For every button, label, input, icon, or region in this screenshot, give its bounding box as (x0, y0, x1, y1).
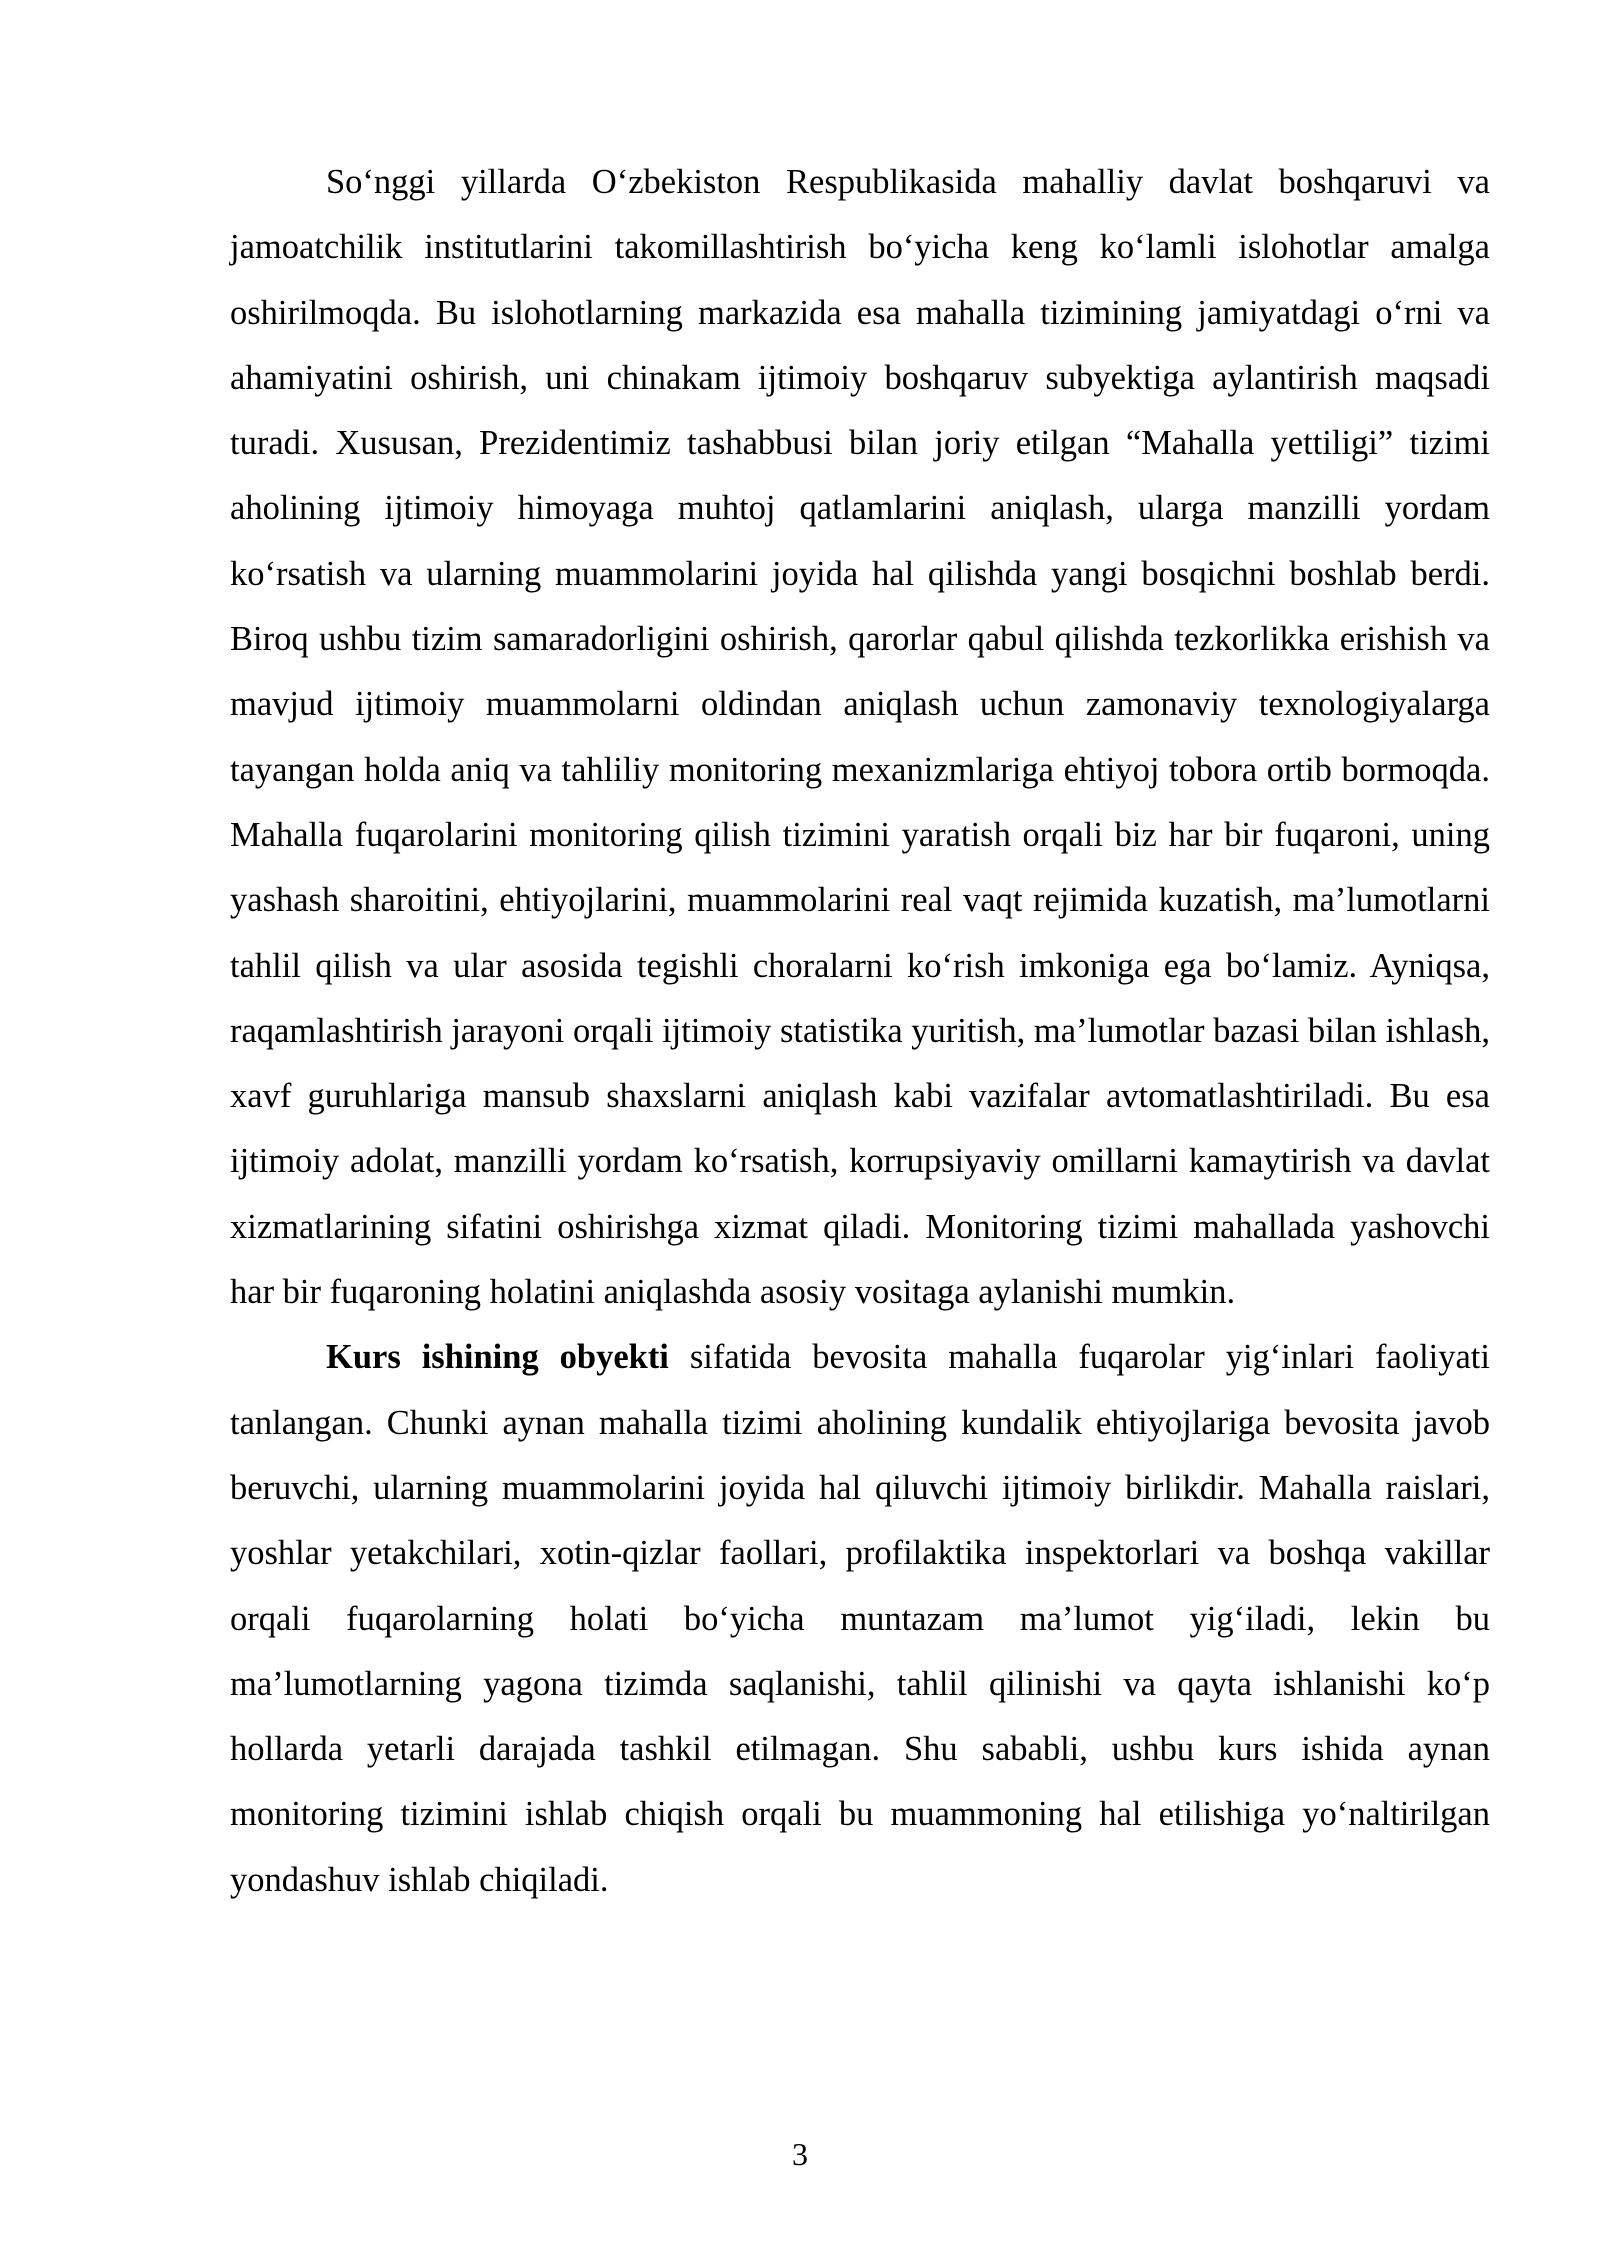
course-object-text: sifatida bevosita mahalla fuqarolar yig‘inlari faoliyati tanlangan. Chunki aynan mahalla tizimi aholining kundalik ehtiyojlariga bevosita javob beruvchi, ularning muammolarini joyida hal qiluvchi ijtimoiy birlikdir. Mahalla raislari, yoshlar yetakchilari, xotin-qizlar faollari, profilaktika inspektorlari va boshqa vakillar orqali fuqarolarning holati bo‘yicha muntazam ma’lumot yig‘iladi, lekin bu ma’lumotlarning yagona tizimda saqlanishi, tahlil qilinishi va qayta ishlanishi ko‘p hollarda yetarli darajada tashkil etilmagan. Shu sababli, ushbu kurs ishida aynan monitoring tizimini ishlab chiqish orqali bu muammoning hal etilishiga yo‘naltirilgan yondashuv ishlab chiqiladi. (230, 1338, 1490, 1899)
body-text (230, 150, 1490, 1913)
paragraph-intro: So‘nggi yillarda O‘zbekiston Respublikasida mahalliy davlat boshqaruvi va jamoatchilik institutlarini takomillashtirish bo‘yicha keng ko‘lamli islohotlar amalga oshirilmoqda. Bu islohotlarning markazida esa mahalla tizimining jamiyatdagi o‘rni va ahamiyatini oshirish, uni chinakam ijtimoiy boshqaruv subyektiga aylantirish maqsadi turadi. Xususan, Prezidentimiz tashabbusi bilan joriy etilgan “Mahalla yettiligi” tizimi aholining ijtimoiy himoyaga muhtoj qatlamlarini aniqlash, ularga manzilli yordam ko‘rsatish va ularning muammolarini joyida hal qilishda yangi bosqichni boshlab berdi. Biroq ushbu tizim samaradorligini oshirish, qarorlar qabul qilishda tezkorlikka erishish va mavjud ijtimoiy muammolarni oldindan aniqlash uchun zamonaviy texnologiyalarga tayangan holda aniq va tahliliy monitoring mexanizmlariga ehtiyoj tobora ortib bormoqda. Mahalla fuqarolarini monitoring qilish tizimini yaratish orqali biz har bir fuqaroni, uning yashash sharoitini, ehtiyojlarini, muammolarini real vaqt rejimida kuzatish, ma’lumotlarni tahlil qilish va ular asosida tegishli choralarni ko‘rish imkoniga ega bo‘lamiz. Ayniqsa, raqamlashtirish jarayoni orqali ijtimoiy statistika yuritish, ma’lumotlar bazasi bilan ishlash, xavf guruhlariga mansub shaxslarni aniqlash kabi vazifalar avtomatlashtiriladi. Bu esa ijtimoiy adolat, manzilli yordam ko‘rsatish, korrupsiyaviy omillarni kamaytirish va davlat xizmatlarining sifatini oshirishga xizmat qiladi. Monitoring tizimi mahallada yashovchi har bir fuqaroning holatini aniqlashda asosiy vositaga aylanishi mumkin. (230, 163, 1490, 1312)
course-object-heading: Kurs ishining obyekti (326, 1338, 669, 1377)
page-number: 3 (792, 2136, 808, 2172)
paragraph-course-object (230, 1325, 1490, 1913)
